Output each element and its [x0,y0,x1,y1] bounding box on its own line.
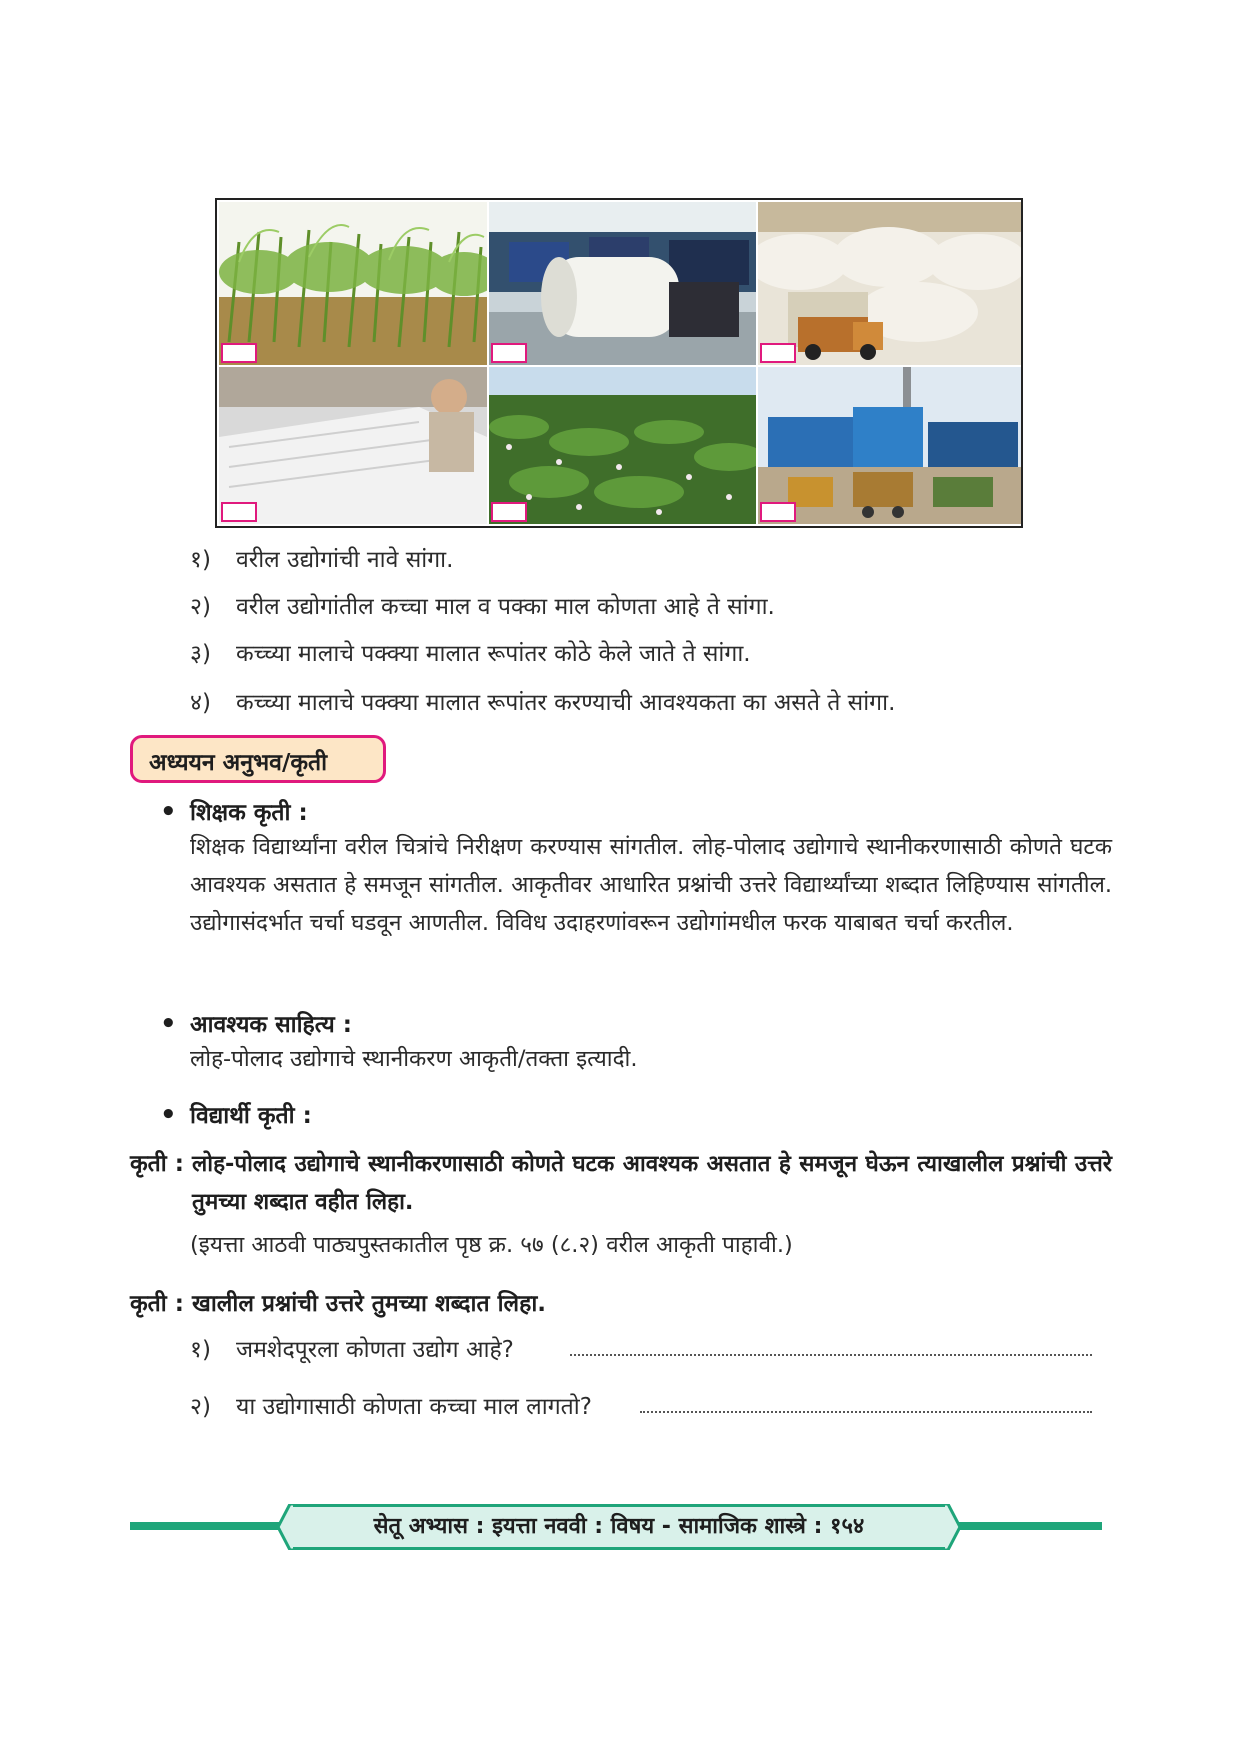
question-1: १) वरील उद्योगांची नावे सांगा. [190,547,454,573]
sugar-factory-photo [758,367,1021,524]
materials-text: लोह-पोलाद उद्योगाचे स्थानीकरण आकृती/तक्ता इत्यादी. [190,1046,638,1072]
label-box[interactable] [491,502,527,522]
teacher-activity-text: शिक्षक विद्यार्थ्यांना वरील चित्रांचे निरीक्षण करण्यास सांगतील. लोह-पोलाद उद्योगाचे स्थानीकरणासाठी कोणते घटक आवश्यक असतात हे समजून सांगतील. आकृतीवर आधारित प्रश्नांची उत्तरे विद्यार्थ्यांच्या शब्दात लिहिण्यास सांगतील. उद्योगासंदर्भात चर्चा घडवून आणतील. विविध उदाहरणांवरून उद्योगांमधील फरक याबाबत चर्चा करतील. [190,834,1112,936]
answer-question-1: १) जमशेदपूरला कोणता उद्योग आहे? [190,1337,514,1363]
footer-rule-right [942,1522,1102,1530]
sugarcane-field-photo [219,202,487,365]
materials-heading: • आवश्यक साहित्य : [160,1009,352,1039]
question-3: ३) कच्च्या मालाचे पक्क्या मालात रूपांतर कोठे केले जाते ते सांगा. [190,641,751,667]
activity-label: कृती : [130,1151,184,1177]
textile-mill-photo [489,202,756,365]
label-box[interactable] [760,343,796,363]
question-4: ४) कच्च्या मालाचे पक्क्या मालात रूपांतर करण्याची आवश्यकता का असते ते सांगा. [190,690,896,716]
answer-question-2: २) या उद्योगासाठी कोणता कच्चा माल लागतो? [190,1394,592,1420]
industry-photo-collage [215,198,1023,528]
activity-label: कृती : [130,1291,184,1317]
label-box[interactable] [760,502,796,522]
activity-1-text: लोह-पोलाद उद्योगाचे स्थानीकरणासाठी कोणते घटक आवश्यक असतात हे समजून घेऊन त्याखालील प्रश्नांची उत्तरे तुमच्या शब्दात वहीत लिहा. [192,1151,1112,1215]
label-box[interactable] [491,343,527,363]
question-2: २) वरील उद्योगांतील कच्चा माल व पक्का माल कोणता आहे ते सांगा. [190,594,775,620]
label-box[interactable] [221,343,257,363]
section-tag: अध्ययन अनुभव/कृती [130,735,386,783]
footer-banner: सेतू अभ्यास : इयत्ता नववी : विषय - सामाजिक शास्त्रे : १५४ [293,1504,945,1550]
answer-line-2[interactable] [640,1411,1092,1413]
teacher-activity-heading: • शिक्षक कृती : [160,797,308,827]
answer-line-1[interactable] [570,1354,1092,1356]
footer-rule-left [130,1522,296,1530]
cotton-market-photo [758,202,1021,365]
activity-1-note: (इयत्ता आठवी पाठ्यपुस्तकातील पृष्ठ क्र. ५७ (८.२) वरील आकृती पाहावी.) [190,1232,793,1258]
sugar-production-photo [219,367,487,524]
cotton-field-photo [489,367,756,524]
student-activity-heading: • विद्यार्थी कृती : [160,1100,312,1130]
label-box[interactable] [221,502,257,522]
activity-2-text: खालील प्रश्नांची उत्तरे तुमच्या शब्दात लिहा. [192,1291,547,1317]
